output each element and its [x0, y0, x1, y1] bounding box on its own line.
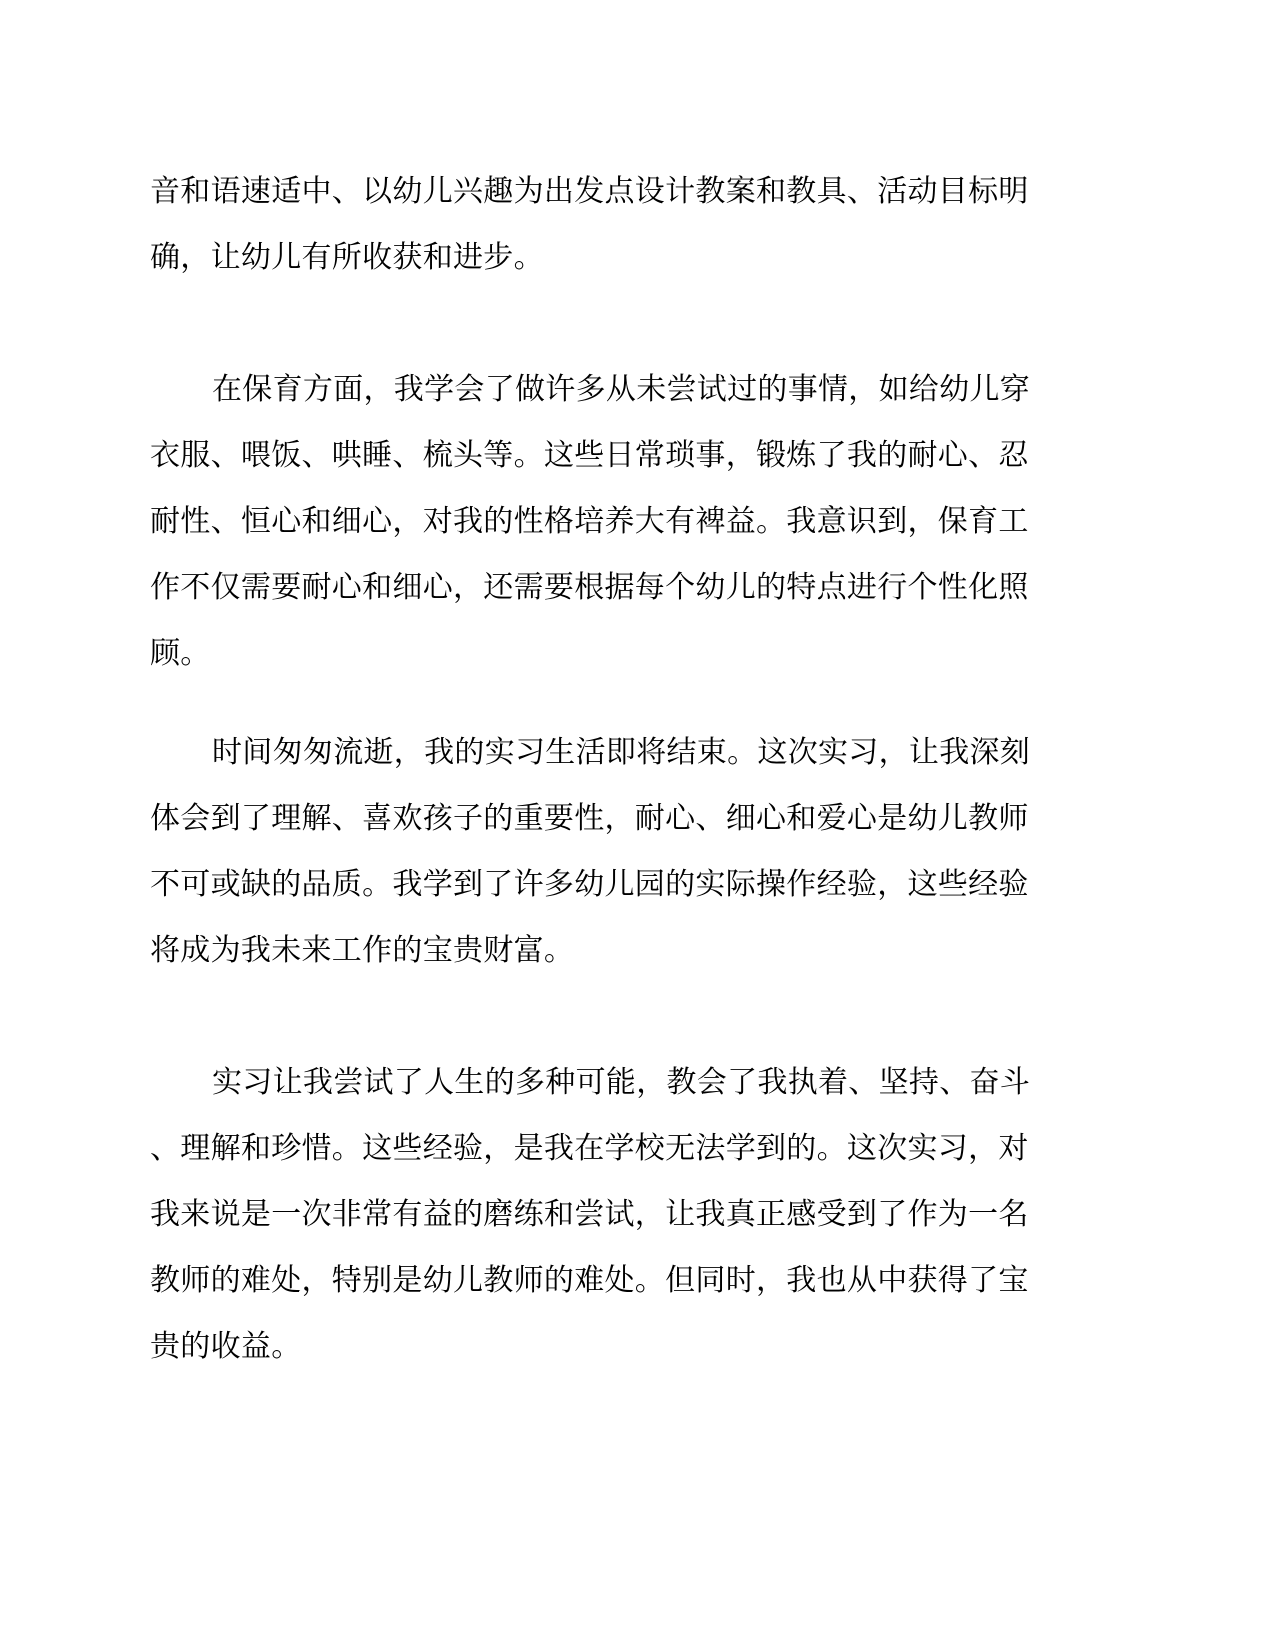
text-line: 教师的难处，特别是幼儿教师的难处。但同时，我也从中获得了宝: [150, 1263, 1029, 1298]
text-line: 体会到了理解、喜欢孩子的重要性，耐心、细心和爱心是幼儿教师: [150, 801, 1029, 836]
text-line: 在保育方面，我学会了做许多从未尝试过的事情，如给幼儿穿: [212, 372, 1031, 407]
text-line: 耐性、恒心和细心，对我的性格培养大有裨益。我意识到，保育工: [150, 504, 1029, 539]
text-line: 、理解和珍惜。这些经验，是我在学校无法学到的。这次实习，对: [150, 1131, 1029, 1166]
text-line: 不可或缺的品质。我学到了许多幼儿园的实际操作经验，这些经验: [150, 867, 1029, 902]
text-line: 确，让幼儿有所收获和进步。: [150, 240, 544, 275]
text-line: 顾。: [150, 636, 211, 671]
text-line: 作不仅需要耐心和细心，还需要根据每个幼儿的特点进行个性化照: [150, 570, 1029, 605]
paragraph-4: [150, 1050, 1110, 1380]
text-line: 音和语速适中、以幼儿兴趣为出发点设计教案和教具、活动目标明: [150, 174, 1029, 209]
text-line: 衣服、喂饭、哄睡、梳头等。这些日常琐事，锻炼了我的耐心、忍: [150, 438, 1029, 473]
text-line: 我来说是一次非常有益的磨练和尝试，让我真正感受到了作为一名: [150, 1197, 1029, 1232]
text-line: 实习让我尝试了人生的多种可能，教会了我执着、坚持、奋斗: [212, 1065, 1031, 1100]
text-line: 将成为我未来工作的宝贵财富。: [150, 933, 575, 968]
paragraph-1: [150, 159, 1110, 291]
paragraph-2: [150, 357, 1110, 687]
paragraph-3: [150, 720, 1110, 984]
text-line: 贵的收益。: [150, 1329, 302, 1364]
text-line: 时间匆匆流逝，我的实习生活即将结束。这次实习，让我深刻: [212, 735, 1031, 770]
